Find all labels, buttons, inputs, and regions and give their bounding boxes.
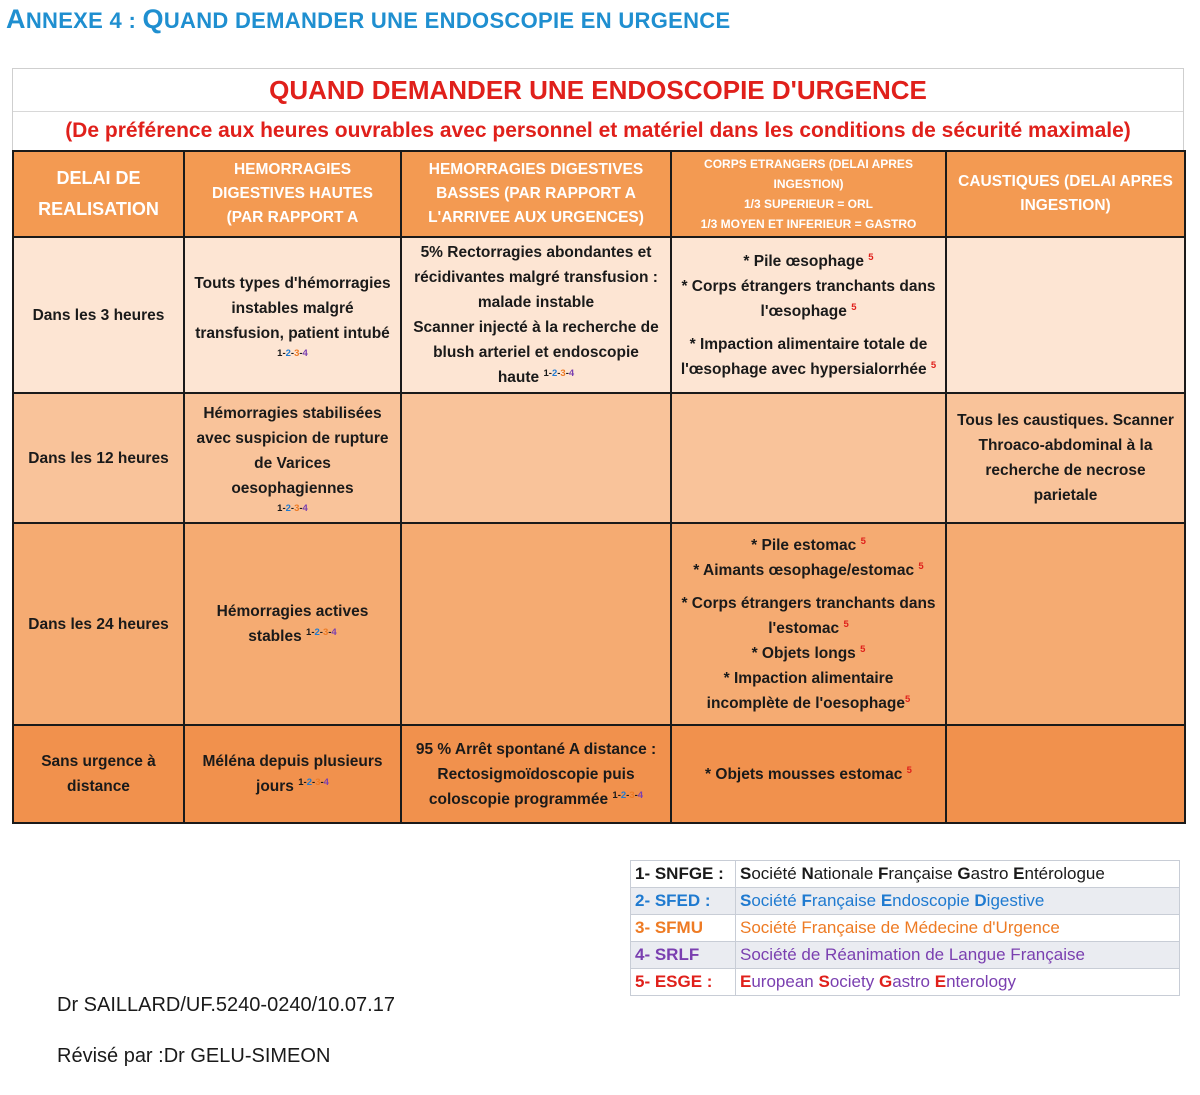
references: 1-2-3-4 — [612, 789, 644, 801]
urgency-sheet — [12, 68, 1184, 824]
header-hemorragies-hautes: HEMORRAGIES DIGESTIVES HAUTES (PAR RAPPORT A — [184, 151, 401, 237]
legend-row: 2- SFED : Société Française Endoscopie Digestive — [631, 888, 1180, 915]
cell-corps-etrangers: * Pile estomac $^5$ * Aimants œsophage/estomac $^5$ * Corps étrangers tranchants dans l'estomac $^5$ * Objets longs $^5$ * Impaction alimentaire incomplète de l'oesophage$^5$ — [671, 523, 946, 725]
cell-hemorragies-basses: 95 % Arrêt spontané A distance : Rectosigmoïdoscopie puis coloscopie programmée $^{1-2-3-4}$ — [401, 725, 671, 823]
cell-hemorragies-hautes: Méléna depuis plusieurs jours $^{1-2-3-4}$ — [184, 725, 401, 823]
cell-hemorragies-basses — [401, 393, 671, 523]
annexe-title: ANNEXE 4 : QUAND DEMANDER UNE ENDOSCOPIE EN URGENCE — [6, 4, 731, 34]
table-header-row — [13, 151, 1185, 237]
cell-hemorragies-hautes: Hémorragies stabilisées avec suspicion de rupture de Varices oesophagiennes 1-2-3-4 — [184, 393, 401, 523]
references: 1-2-3-4 — [298, 776, 329, 788]
references: 1-2-3-4 — [306, 626, 337, 638]
references-legend — [630, 860, 1180, 996]
delai-cell: Dans les 24 heures — [13, 523, 184, 725]
cell-hemorragies-basses — [401, 523, 671, 725]
legend-row: 4- SRLF Société de Réanimation de Langue Française — [631, 942, 1180, 969]
cell-corps-etrangers — [671, 393, 946, 523]
legend-row: 1- SNFGE : Société Nationale Française Gastro Entérologue — [631, 861, 1180, 888]
cell-caustiques — [946, 237, 1185, 393]
revision-credit: Révisé par :Dr GELU-SIMEON — [57, 1045, 331, 1067]
cell-caustiques — [946, 725, 1185, 823]
cell-hemorragies-basses: 5% Rectorragies abondantes et récidivantes malgré transfusion : malade instable Scanner injecté à la recherche de blush arteriel et endoscopie haute $^{1-2-3-4}$ — [401, 237, 671, 393]
header-corps-etrangers: CORPS ETRANGERS (DELAI APRES INGESTION) 1/3 SUPERIEUR = ORL 1/3 MOYEN ET INFERIEUR = GASTRO — [671, 151, 946, 237]
cell-caustiques: Tous les caustiques. Scanner Throaco-abdominal à la recherche de necrose parietale — [946, 393, 1185, 523]
table-row — [13, 237, 1185, 393]
references: 1-2-3-4 — [277, 503, 308, 514]
cell-hemorragies-hautes: Hémorragies actives stables $^{1-2-3-4}$ — [184, 523, 401, 725]
table-row — [13, 725, 1185, 823]
delai-cell: Sans urgence à distance — [13, 725, 184, 823]
sheet-subtitle: (De préférence aux heures ouvrables avec personnel et matériel dans les conditions de sécurité maximale) — [65, 119, 1131, 142]
cell-corps-etrangers: * Pile œsophage $^5$ * Corps étrangers tranchants dans l'œsophage $^5$ * Impaction alimentaire totale de l'œsophage avec hypersialorrhée $^5$ — [671, 237, 946, 393]
cell-caustiques — [946, 523, 1185, 725]
legend-row: 5- ESGE : European Society Gastro Enterology — [631, 969, 1180, 996]
table-row — [13, 523, 1185, 725]
cell-corps-etrangers: * Objets mousses estomac $^5$ — [671, 725, 946, 823]
table-row — [13, 393, 1185, 523]
header-hemorragies-basses: HEMORRAGIES DIGESTIVES BASSES (PAR RAPPORT A L'ARRIVEE AUX URGENCES) — [401, 151, 671, 237]
delai-cell: Dans les 12 heures — [13, 393, 184, 523]
cell-hemorragies-hautes: Touts types d'hémorragies instables malgré transfusion, patient intubé 1-2-3-4 — [184, 237, 401, 393]
delai-cell: Dans les 3 heures — [13, 237, 184, 393]
author-credit: Dr SAILLARD/UF.5240-0240/10.07.17 — [57, 994, 395, 1016]
references: 1-2-3-4 — [543, 367, 575, 379]
header-delai: DELAI DE REALISATION — [13, 151, 184, 237]
legend-row: 3- SFMU Société Française de Médecine d'Urgence — [631, 915, 1180, 942]
references: 1-2-3-4 — [277, 347, 308, 359]
title-box — [12, 68, 1184, 150]
urgency-table — [12, 150, 1186, 824]
header-caustiques: CAUSTIQUES (DELAI APRES INGESTION) — [946, 151, 1185, 237]
sheet-title: QUAND DEMANDER UNE ENDOSCOPIE D'URGENCE — [13, 69, 1183, 112]
